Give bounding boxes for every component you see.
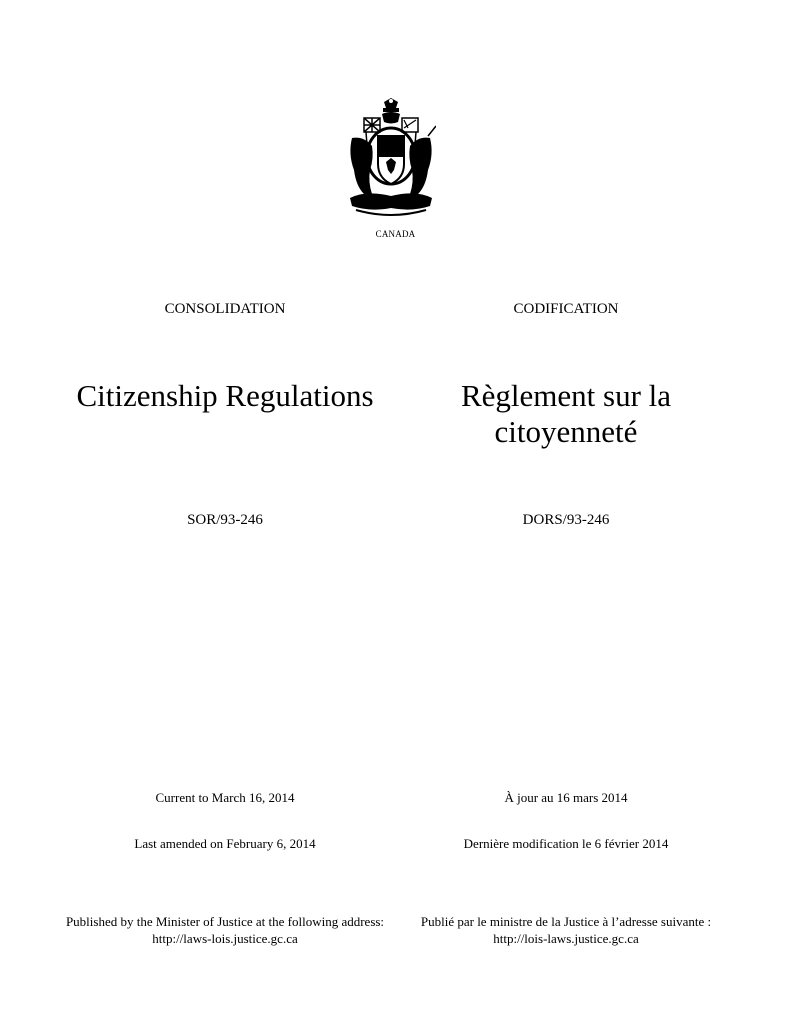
french-publisher-url[interactable]: http://lois-laws.justice.gc.ca (493, 931, 639, 946)
english-last-amended: Last amended on February 6, 2014 (134, 836, 316, 851)
french-publisher-text: Publié par le ministre de la Justice à l’adresse suivante : (420, 914, 712, 929)
english-current-date: Current to March 16, 2014 (155, 790, 295, 805)
french-last-amended: Dernière modification le 6 février 2014 (463, 836, 669, 851)
french-current-date: À jour au 16 mars 2014 (504, 790, 628, 805)
consolidation-label: CONSOLIDATION (164, 301, 286, 317)
codification-label: CODIFICATION (513, 301, 619, 317)
english-publisher-url[interactable]: http://laws-lois.justice.gc.ca (152, 931, 298, 946)
coat-of-arms-icon (346, 98, 436, 218)
english-title: Citizenship Regulations (76, 378, 374, 413)
french-regulation-number: DORS/93-246 (522, 512, 610, 528)
english-regulation-number: SOR/93-246 (187, 512, 263, 528)
english-publisher-text: Published by the Minister of Justice at the following address: (65, 914, 385, 929)
country-label: CANADA (375, 229, 416, 239)
french-title: Règlement sur la citoyenneté (460, 378, 672, 449)
french-publisher-note (341, 913, 791, 947)
